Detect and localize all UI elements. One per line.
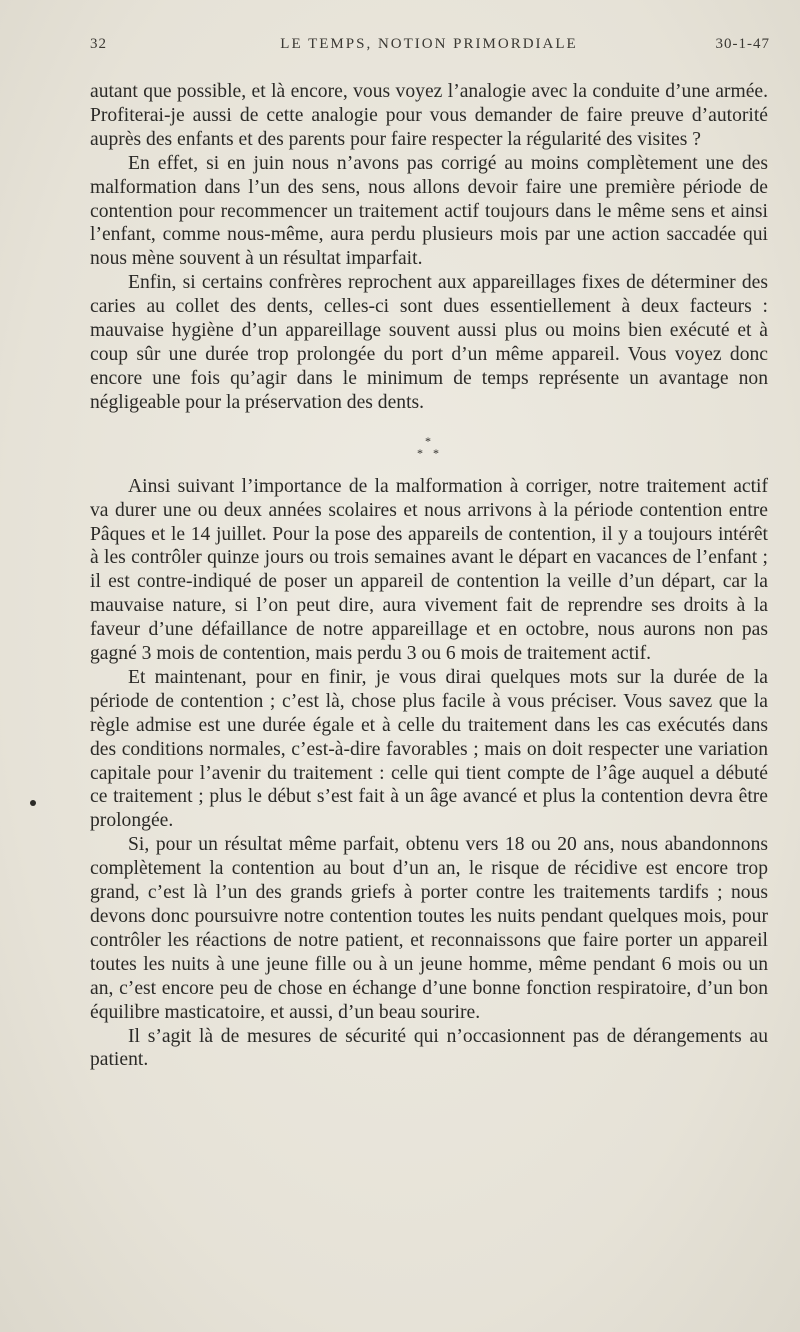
- page-header: [88, 36, 770, 58]
- asterisk-right: *: [433, 445, 439, 460]
- paragraph-5: Et maintenant, pour en finir, je vous dirai quelques mots sur la durée de la période de contention ; c’est là, chose plus facile à vous préciser. Vous savez que la règle admise est une durée égale et à celle du traitement dans les cas exécutés dans des conditions normales, c’est-à-dire favorables ; mais on doit respecter une variation capitale pour l’avenir du traitement : celle qui tient compte de l’âge auquel a débuté ce traitement ; plus le début s’est fait à un âge avancé et plus la contention devra être prolongée.: [90, 666, 768, 832]
- section-separator: [90, 415, 768, 475]
- page-body: [90, 80, 768, 1072]
- paragraph-4: Ainsi suivant l’importance de la malformation à corriger, notre traitement actif va durer une ou deux années scolaires et nous arrivons à la période contention entre Pâques et le 14 juillet. Pour la pose des appareils de contention, il y a toujours intérêt à les contrôler quinze jours ou trois semaines avant le départ en vacances de l’enfant ; il est contre-indiqué de poser un appareil de contention la veille d’un départ, car la mauvaise nature, si l’on peut dire, aura vivement fait de reprendre ses droits à la faveur d’une défaillance de notre appareillage et en octobre, nous aurons non pas gagné 3 mois de contention, mais perdu 3 ou 6 mois de traitement actif.: [90, 475, 768, 665]
- paragraph-2: En effet, si en juin nous n’avons pas corrigé au moins complètement une des malformation dans l’un des sens, nous allons devoir faire une première période de contention pour recommencer un traitement actif toujours dans le même sens et ainsi l’enfant, comme nous-même, aura perdu plusieurs mois par une action saccadée qui nous mène souvent à un résultat imparfait.: [90, 152, 768, 270]
- running-title: LE TEMPS, NOTION PRIMORDIALE: [280, 36, 578, 52]
- paragraph-7: Il s’agit là de mesures de sécurité qui n’occasionnent pas de dérangements au patient.: [90, 1025, 768, 1071]
- margin-mark: [30, 800, 36, 806]
- asterisk-top: *: [425, 433, 431, 448]
- header-date: 30-1-47: [715, 36, 770, 52]
- paragraph-6: Si, pour un résultat même parfait, obtenu vers 18 ou 20 ans, nous abandonnons complètement la contention au bout d’un an, le risque de récidive est encore trop grand, c’est là l’un des grands griefs à porter contre les traitements tardifs ; nous devons donc poursuivre notre contention toutes les nuits pendant quelques mois, pour contrôler les réactions de notre patient, et reconnaissons que faire porter un appareil toutes les nuits à une jeune fille ou à un jeune homme, même pendant 6 mois ou un an, c’est encore peu de chose en échange d’une bonne fonction respiratoire, d’un bon équilibre masticatoire, et aussi, d’un beau sourire.: [90, 834, 768, 1023]
- page-number: 32: [90, 36, 107, 52]
- asterisk-left: *: [417, 445, 423, 460]
- paragraph-1: autant que possible, et là encore, vous voyez l’analogie avec la conduite d’une armée. Profiterai-je aussi de cette analogie pour vous demander de faire preuve d’autorité auprès des enfants et des parents pour faire respecter la régularité des visites ?: [90, 81, 768, 150]
- paragraph-3: Enfin, si certains confrères reprochent aux appareillages fixes de déterminer des caries au collet des dents, celles-ci sont dues essentiellement à deux facteurs : mauvaise hygiène d’un appareillage souvent aussi plus ou moins bien exécuté et à coup sûr une durée trop prolongée du port d’un même appareil. Vous voyez donc encore une fois qu’agir dans le minimum de temps représente un avantage non négligeable pour la préservation des dents.: [90, 272, 768, 413]
